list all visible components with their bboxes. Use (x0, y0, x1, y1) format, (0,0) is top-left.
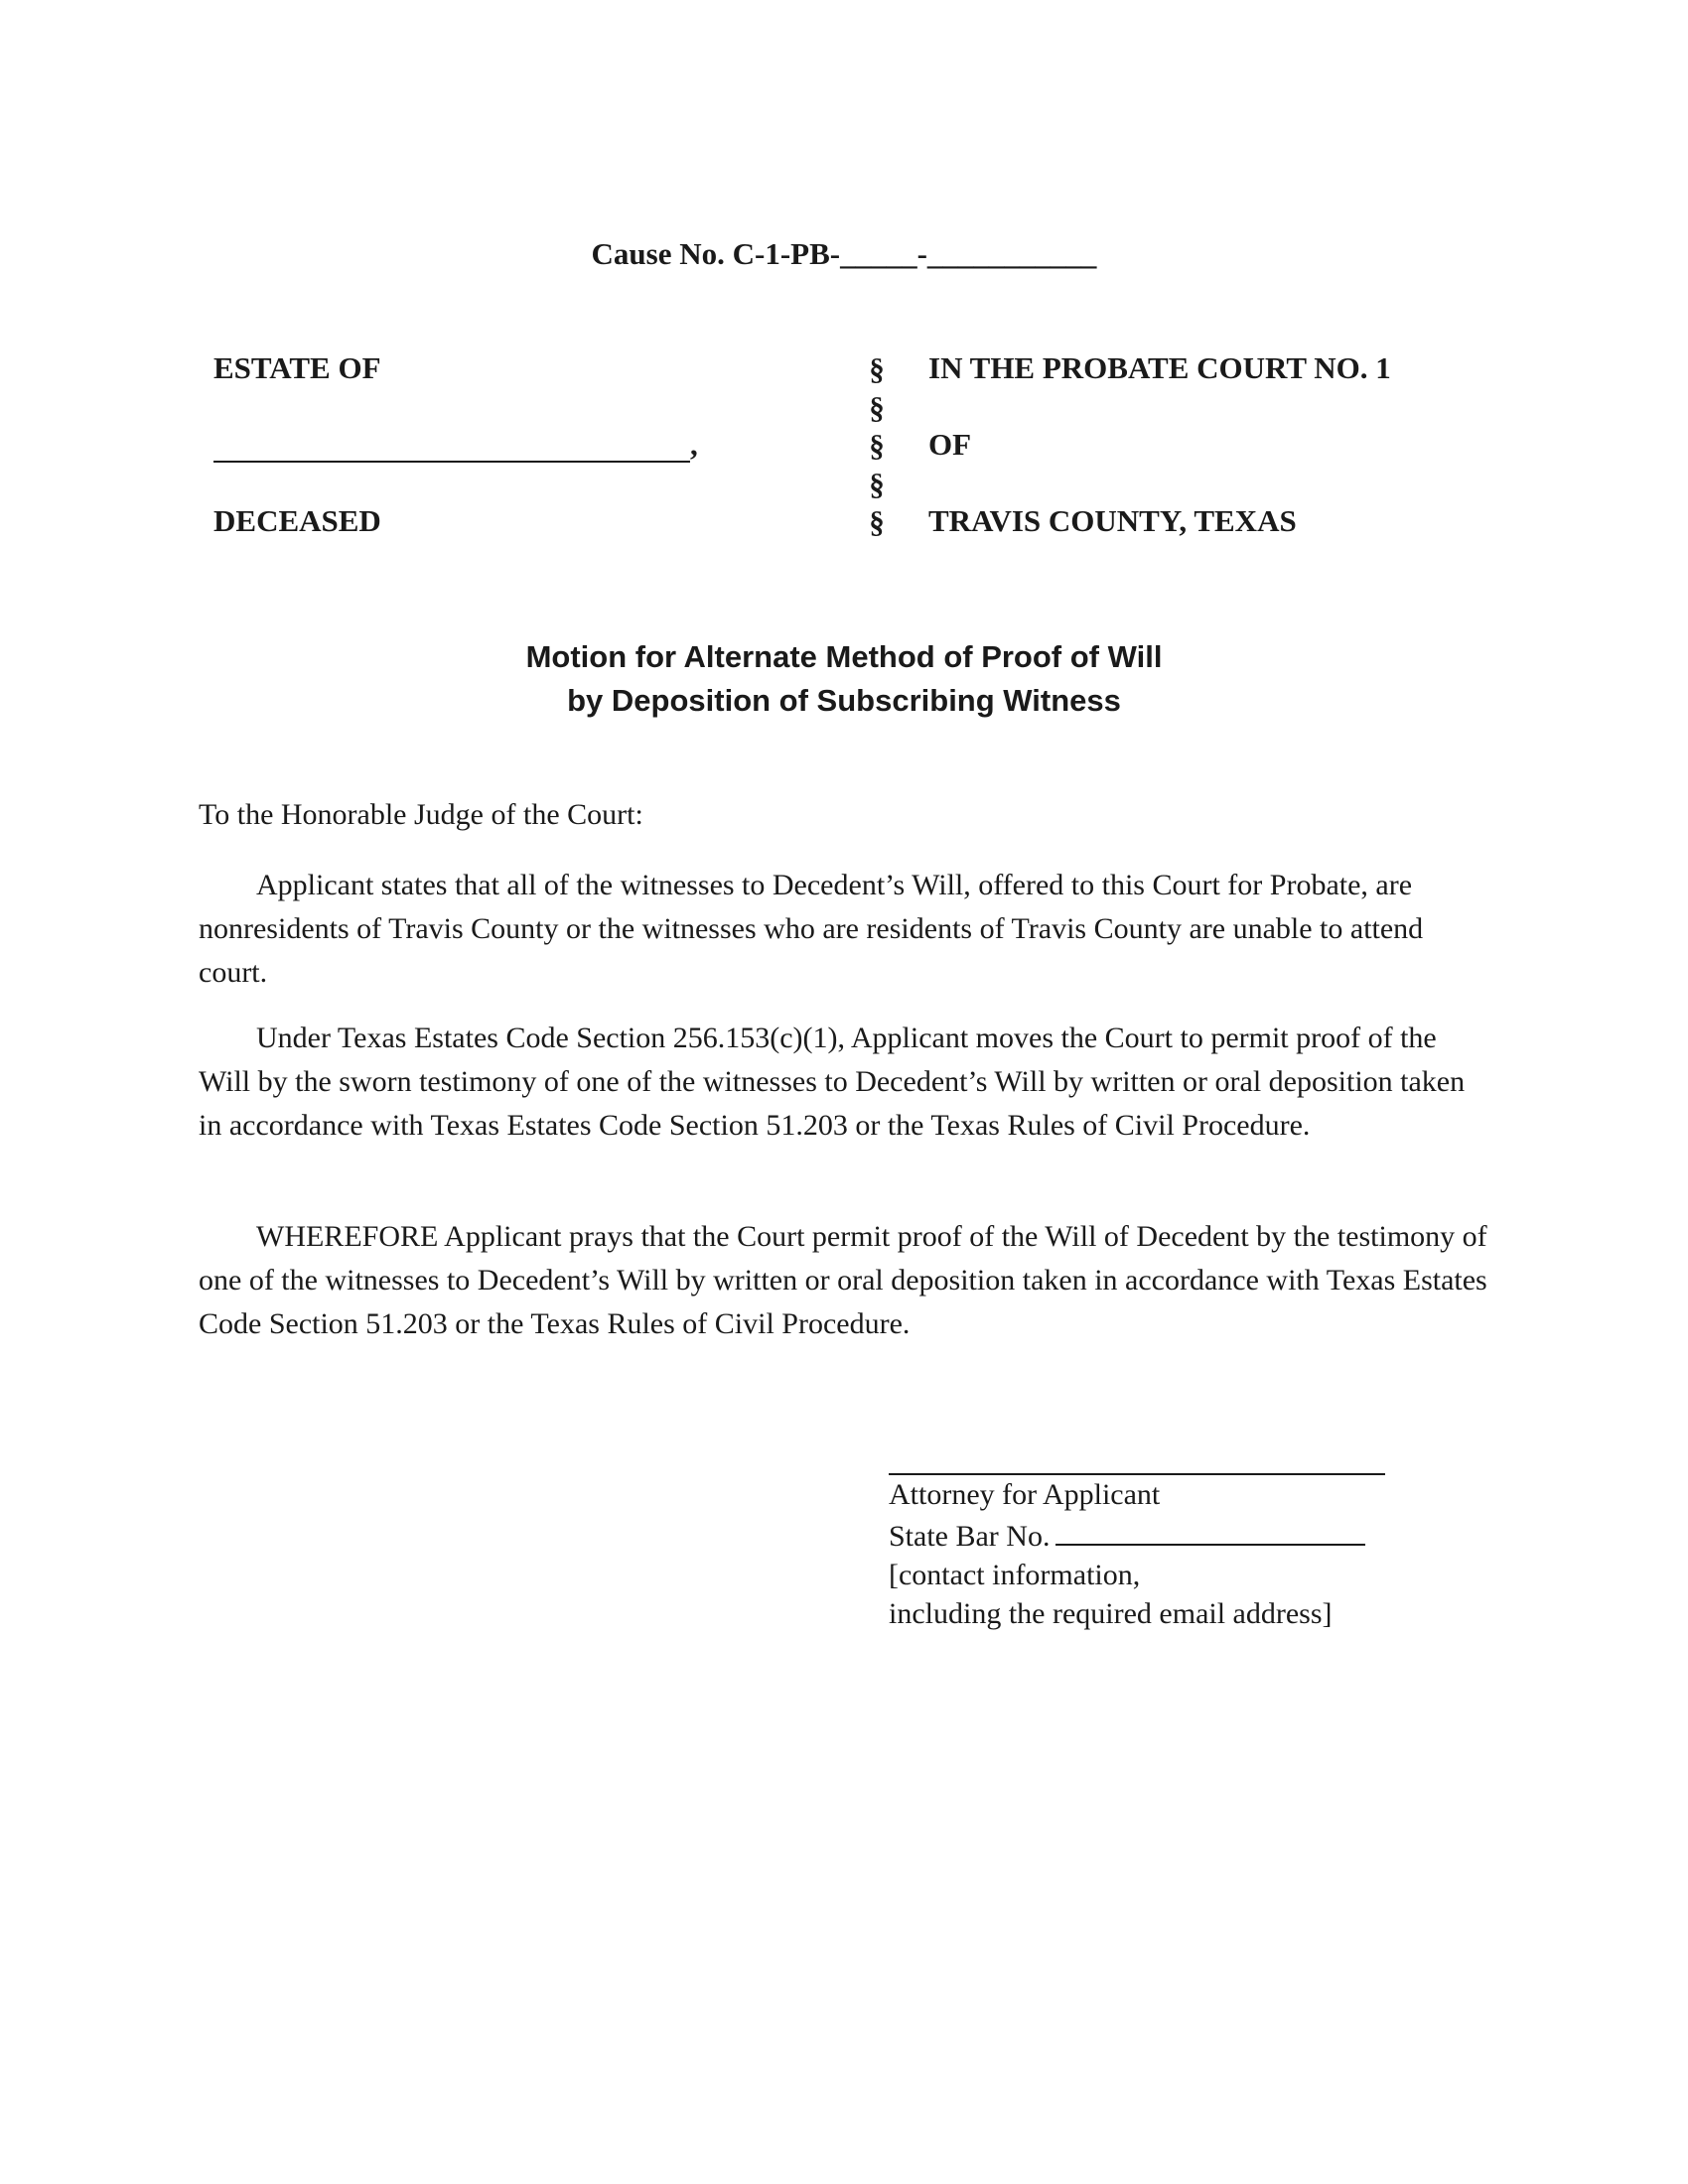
section-symbol: § (869, 428, 885, 463)
document-title (0, 635, 1688, 723)
paragraph-motion: Under Texas Estates Code Section 256.153(c)(1), Applicant moves the Court to permit proof of the Will by the sworn testimony of one of the witnesses to Decedent’s Will by written or oral deposition taken in accordance with Texas Estates Code Section 51.203 or the Texas Rules of Civil Procedure. (199, 1022, 1466, 1142)
deceased-label: DECEASED (213, 503, 381, 538)
state-bar-blank (1055, 1514, 1365, 1546)
court-name: IN THE PROBATE COURT NO. 1 (928, 350, 1391, 385)
contact-info-line-1: [contact information, (889, 1559, 1141, 1591)
title-line-2: by Deposition of Subscribing Witness (567, 683, 1121, 718)
section-symbol-column (862, 350, 892, 542)
court-county: TRAVIS COUNTY, TEXAS (928, 503, 1297, 538)
decedent-name-comma: , (690, 427, 698, 462)
state-bar-row (889, 1514, 1365, 1556)
paragraph-prayer: WHEREFORE Applicant prays that the Court permit proof of the Will of Decedent by the testimony of one of the witnesses to Decedent’s Will by written or oral deposition taken in accordance with Texas Estates Code Section 51.203 or the Texas Rules of Civil Procedure. (199, 1220, 1487, 1340)
estate-of-label: ESTATE OF (213, 350, 381, 385)
salutation: To the Honorable Judge of the Court: (199, 798, 643, 831)
section-symbol: § (869, 466, 885, 501)
state-bar-label: State Bar No. (889, 1520, 1051, 1553)
cause-number: Cause No. C-1-PB-_____-___________ (591, 236, 1097, 271)
section-symbol: § (869, 351, 885, 386)
title-line-1: Motion for Alternate Method of Proof of Will (525, 639, 1163, 674)
contact-info-line-2: including the required email address] (889, 1597, 1333, 1630)
signature-block (889, 1475, 1365, 1633)
decedent-name-line (213, 427, 690, 463)
court-of: OF (928, 427, 972, 462)
section-symbol: § (869, 389, 885, 425)
section-symbol: § (869, 504, 885, 539)
attorney-role: Attorney for Applicant (889, 1478, 1161, 1511)
decedent-name-blank (213, 427, 700, 463)
paragraph-nonresident: Applicant states that all of the witnesses to Decedent’s Will, offered to this Court for Probate, are nonresidents of Travis County or the witnesses who are residents of Travis County are unable to attend court. (199, 869, 1424, 989)
